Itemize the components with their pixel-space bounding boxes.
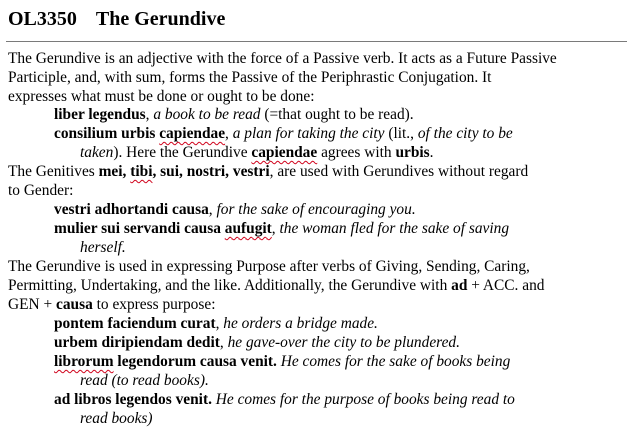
latin-phrase: liber legendus <box>54 106 146 123</box>
lesson-title: The Gerundive <box>95 8 226 30</box>
example-consilium-line-2: taken). Here the Gerundive capiendae agrees with urbis. <box>80 144 434 161</box>
example-vestri: vestri adhortandi causa, for the sake of encouraging you. <box>54 201 416 218</box>
english-gloss: He comes for the purpose of books being read to <box>211 391 515 408</box>
latin-phrase: consilium urbis <box>54 125 160 142</box>
english-gloss: he orders a bridge made. <box>223 315 378 332</box>
lesson-code: OL3350 <box>8 8 77 30</box>
noun-ref: urbis <box>395 144 430 161</box>
intro-line-2: Participle, and, with sum, forms the Passive of the Periphrastic Conjugation. It <box>8 69 492 86</box>
latin-phrase: ad libros legendos venit. <box>54 391 212 408</box>
latin-word-spellcheck: librorum <box>54 353 114 370</box>
english-gloss: a book to be read <box>153 106 261 123</box>
example-ad-libros-line-2 <box>80 409 153 428</box>
gerundive-ref: capiendae <box>251 144 318 161</box>
english-gloss: He comes for the sake of books being <box>276 353 511 370</box>
example-ad-libros-line-1 <box>54 390 515 409</box>
genitives-line-1: The Genitives mei, tibi, sui, nostri, vestri, are used with Gerundives without regard <box>8 163 529 180</box>
latin-word-spellcheck: capiendae <box>159 125 226 142</box>
title-divider <box>6 41 627 42</box>
english-gloss: the woman fled for the sake of saving <box>279 220 510 237</box>
example-urbem: urbem diripiendam dedit, he gave-over the city to be plundered. <box>54 334 460 351</box>
example-pontem: pontem faciendum curat, he orders a bridge made. <box>54 315 378 332</box>
english-gloss-cont: herself. <box>80 239 126 256</box>
purpose-line-1: The Gerundive is used in expressing Purpose after verbs of Giving, Sending, Caring, <box>8 258 530 275</box>
example-liber-legendus: liber legendus, a book to be read (=that ought to be read). <box>54 106 414 123</box>
example-mulier-line-2 <box>80 238 126 257</box>
page-title <box>8 7 225 31</box>
literal-gloss-cont: taken <box>80 144 114 161</box>
note: (=that ought to be read). <box>260 106 414 123</box>
english-gloss: he gave-over the city to be plundered. <box>227 334 460 351</box>
latin-word-spellcheck: aufugit <box>224 220 272 237</box>
english-gloss: a plan for taking the city <box>232 125 385 142</box>
intro-line-3: expresses what must be done or ought to be done: <box>8 88 315 105</box>
latin-phrase: mulier sui servandi causa <box>54 220 225 237</box>
english-gloss: for the sake of encouraging you. <box>216 201 416 218</box>
latin-phrase: vestri adhortandi causa <box>54 201 209 218</box>
latin-phrase: legendorum causa venit. <box>113 353 277 370</box>
example-librorum-line-1 <box>54 352 510 371</box>
genitive-tibi: tibi <box>130 163 153 180</box>
example-mulier-line-1: mulier sui servandi causa aufugit, the woman fled for the sake of saving <box>54 220 510 237</box>
latin-phrase: urbem diripiendam dedit <box>54 334 220 351</box>
genitives-line-2: to Gender: <box>8 182 74 199</box>
purpose-line-2: Permitting, Undertaking, and the like. Additionally, the Gerundive with ad + ACC. and <box>8 277 545 294</box>
purpose-line-3: GEN + causa to express purpose: <box>8 296 216 313</box>
example-librorum-line-2 <box>80 371 209 390</box>
example-consilium-line-1: consilium urbis capiendae, a plan for taking the city (lit., of the city to be <box>54 125 513 142</box>
literal-gloss: of the city to be <box>417 125 513 142</box>
english-gloss-cont: read (to read books). <box>80 372 209 389</box>
english-gloss-cont: read books) <box>80 410 153 427</box>
latin-phrase: pontem faciendum curat <box>54 315 216 332</box>
intro-line-1: The Gerundive is an adjective with the force of a Passive verb. It acts as a Future Passive <box>8 50 557 67</box>
